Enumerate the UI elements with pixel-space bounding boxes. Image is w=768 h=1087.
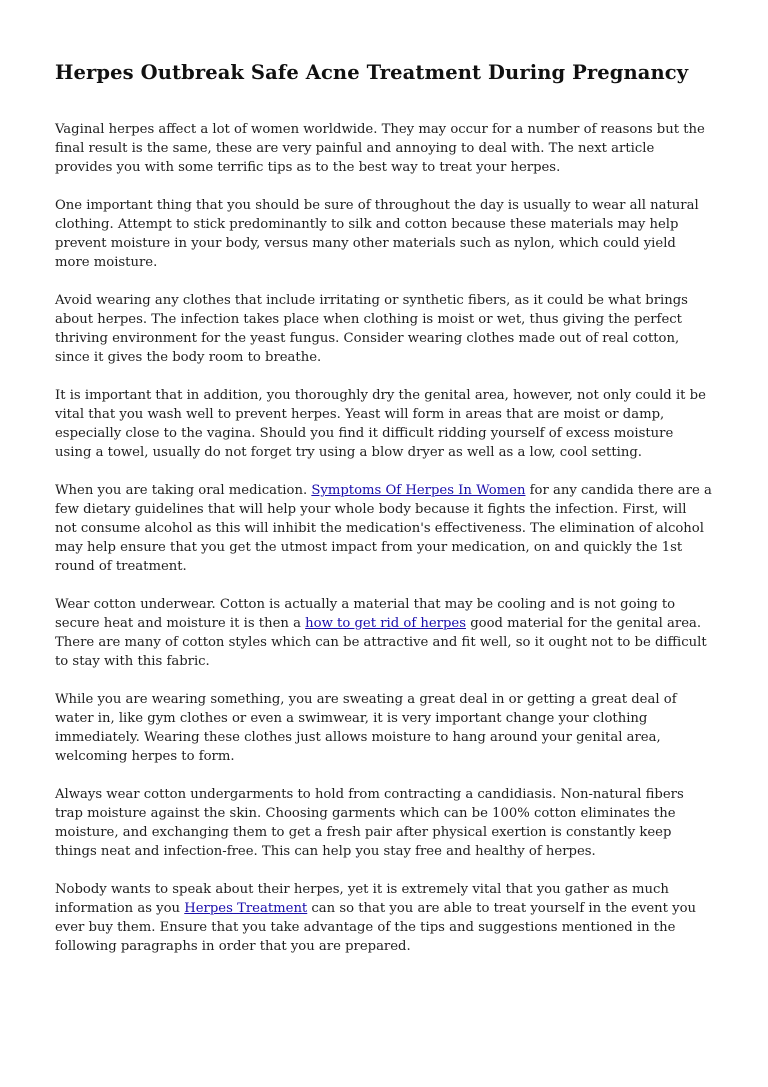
page-title: Herpes Outbreak Safe Acne Treatment During Pregnancy <box>55 61 689 84</box>
paragraph-3 <box>55 291 712 367</box>
inline-link[interactable]: Herpes Treatment <box>184 901 308 916</box>
paragraph-text: One important thing that you should be sure of throughout the day is usually to wear all natural clothing. Attempt to stick predominantly to silk and cotton because these materials may help prevent moisture in your body, versus many other materials such as nylon, which could yield more moisture. <box>55 198 699 270</box>
paragraph-6 <box>55 595 712 671</box>
paragraph-text: Vaginal herpes affect a lot of women worldwide. They may occur for a number of reasons but the final result is the same, these are very painful and annoying to deal with. The next article provides you with some terrific tips as to the best way to treat your herpes. <box>55 122 705 175</box>
paragraph-text: Wear cotton underwear. Cotton is actually a material that may be cooling and is not going to secure heat and moisture it is then a <box>55 597 676 631</box>
paragraph-1 <box>55 120 712 177</box>
paragraph-2 <box>55 196 712 272</box>
paragraph-7 <box>55 690 712 766</box>
paragraph-text: for any candida there are a few dietary guidelines that will help your whole body because it fights the infection. First, will not consume alcohol as this will inhibit the medication's effectiveness. The elimination of alcohol may help ensure that you get the utmost impact from your medication, on and quickly the 1st round of treatment. <box>55 483 712 574</box>
paragraph-8 <box>55 785 712 861</box>
paragraph-text: It is important that in addition, you thoroughly dry the genital area, however, not only could it be vital that you wash well to prevent herpes. Yeast will form in areas that are moist or damp, especially close to the vagina. Should you find it difficult ridding yourself of excess moisture using a towel, usually do not forget try using a blow dryer as well as a low, cool setting. <box>55 388 706 460</box>
inline-link[interactable]: how to get rid of herpes <box>305 616 467 631</box>
paragraph-9 <box>55 880 712 956</box>
paragraph-text: Avoid wearing any clothes that include irritating or synthetic fibers, as it could be what brings about herpes. The infection takes place when clothing is moist or wet, thus giving the perfect thriving environment for the yeast fungus. Consider wearing clothes made out of real cotton, since it gives the body room to breathe. <box>55 293 688 365</box>
article-body <box>55 120 712 956</box>
paragraph-text: When you are taking oral medication. <box>55 483 312 498</box>
paragraph-4 <box>55 386 712 462</box>
paragraph-text: Always wear cotton undergarments to hold from contracting a candidiasis. Non-natural fibers trap moisture against the skin. Choosing garments which can be 100% cotton eliminates the moisture, and exchanging them to get a fresh pair after physical exertion is constantly keep things neat and infection-free. This can help you stay free and healthy of herpes. <box>55 787 684 859</box>
paragraph-text: can so that you are able to treat yourself in the event you ever buy them. Ensure that you take advantage of the tips and suggestions mentioned in the following paragraphs in order that you are prepared. <box>55 901 697 954</box>
inline-link[interactable]: Symptoms Of Herpes In Women <box>311 483 526 498</box>
paragraph-5 <box>55 481 712 576</box>
paragraph-text: Nobody wants to speak about their herpes, yet it is extremely vital that you gather as much information as you <box>55 882 669 916</box>
paragraph-text: While you are wearing something, you are sweating a great deal in or getting a great deal of water in, like gym clothes or even a swimwear, it is very important change your clothing immediately. Wearing these clothes just allows moisture to hang around your genital area, welcoming herpes to form. <box>55 692 677 764</box>
paragraph-text: good material for the genital area. There are many of cotton styles which can be attractive and fit well, so it ought not to be difficult to stay with this fabric. <box>55 616 707 669</box>
